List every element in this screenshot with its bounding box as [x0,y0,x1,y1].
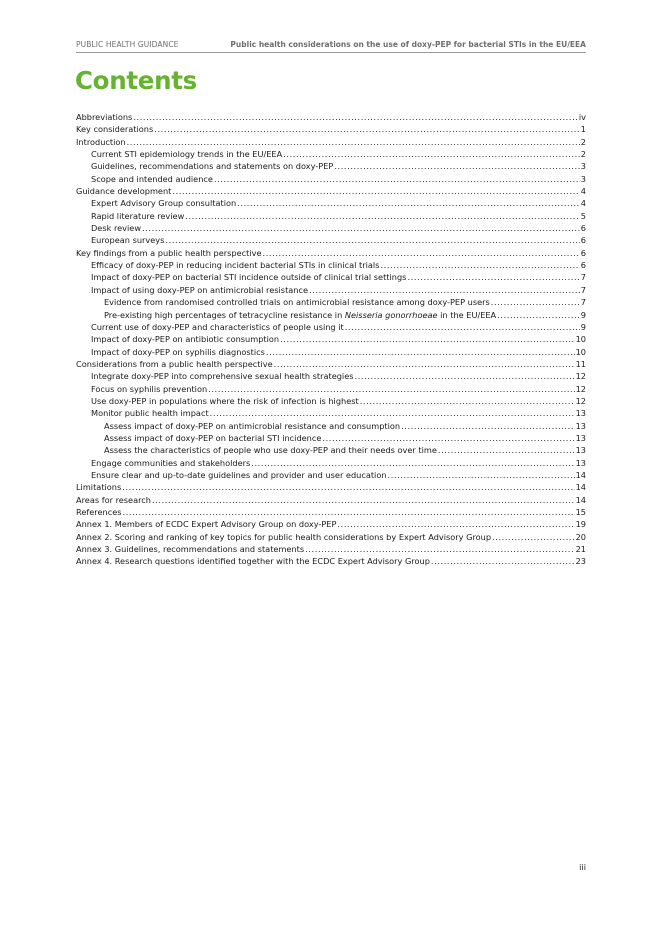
toc-entry-page: 15 [575,507,586,517]
toc-entry-page: 7 [580,297,586,308]
toc-entry-title: Introduction [76,136,126,147]
toc-entry-title: Key findings from a public health perspective [76,247,262,258]
toc-entry-title: Impact of doxy-PEP on bacterial STI incidence outside of clinical trial settings [91,272,407,283]
toc-entry-page: 23 [575,556,586,567]
toc-entry-page: 1 [580,124,586,135]
toc-entry[interactable] [76,222,586,234]
toc-entry-title: Limitations [76,482,122,493]
toc-entry[interactable] [76,358,586,370]
toc-entry[interactable] [76,494,586,506]
toc-entry[interactable] [76,395,586,407]
toc-entry-title: References [76,507,122,517]
toc-entry-page: 5 [580,210,586,221]
dot-leader [208,383,574,395]
toc-entry-title [104,309,496,321]
toc-entry-page: 13 [575,445,586,456]
dot-leader [337,518,574,530]
dot-leader [438,444,575,456]
toc-entry-page: 2 [580,149,586,160]
toc-entry-title: Annex 3. Guidelines, recommendations and statements [76,544,305,555]
dot-leader [280,333,574,345]
dot-leader [122,481,574,493]
toc-entry[interactable] [76,346,586,358]
toc-entry[interactable] [76,370,586,382]
toc-entry-title: Considerations from a public health perspective [76,358,273,369]
toc-entry-title: European surveys [91,235,165,246]
toc-entry-title: Guidance development [76,186,172,197]
toc-entry-title: Monitor public health impact [91,408,209,419]
toc-entry-page: 3 [580,173,586,184]
toc-entry-page: 12 [575,383,586,394]
toc-entry-page: 11 [575,358,586,369]
toc-entry[interactable] [76,457,586,469]
toc-entry-title: Impact of using doxy-PEP on antimicrobial resistance [91,284,309,295]
dot-leader [309,284,580,296]
toc-entry-title: Impact of doxy-PEP on syphilis diagnostics [91,346,265,357]
toc-entry-page: 3 [580,161,586,172]
toc-entry-page: 6 [580,235,586,246]
toc-entry-title: Annex 2. Scoring and ranking of key topics for public health considerations by Expert Advisory Group [76,531,492,542]
toc-entry-title-part: Pre-existing high percentages of tetracycline resistance in [104,309,345,320]
toc-entry[interactable] [76,383,586,395]
toc-entry-title: Scope and intended audience [91,173,213,184]
toc-entry-page: 13 [575,408,586,419]
dot-leader [380,259,579,271]
dot-leader [142,222,580,234]
toc-entry[interactable] [76,469,586,481]
toc-entry[interactable] [76,420,586,432]
toc-entry-page: 4 [580,186,586,197]
header-document-title: Public health considerations on the use of doxy-PEP for bacterial STIs in the EU/EEA [230,40,586,49]
dot-leader [251,457,574,469]
toc-entry-page: 10 [575,334,586,345]
toc-entry[interactable] [76,481,586,493]
toc-entry-title: Assess the characteristics of people who use doxy-PEP and their needs over time [104,445,437,456]
page-number: iii [579,862,586,872]
dot-leader [154,123,580,135]
toc-entry-page: 4 [580,198,586,209]
dot-leader [497,309,580,321]
toc-entry-page: iv [578,112,586,122]
toc-entry-title: Annex 1. Members of ECDC Expert Advisory Group on doxy-PEP [76,519,337,530]
dot-leader [334,160,579,172]
toc-entry-page: 6 [580,260,586,271]
toc-entry-title-italic: Neisseria gonorrhoeae [344,309,438,320]
toc-entry[interactable] [76,284,586,296]
toc-entry[interactable] [76,259,586,271]
toc-entry-title-part: in the EU/EEA [437,309,497,320]
toc-entry[interactable] [76,123,586,135]
toc-entry-page: 13 [575,420,586,431]
dot-leader [401,420,574,432]
toc-entry-page: 6 [580,247,586,258]
toc-entry[interactable] [76,506,586,518]
table-of-contents [76,111,586,568]
dot-leader [345,321,580,333]
toc-entry-page: 13 [575,457,586,468]
toc-entry-title: Integrate doxy-PEP into comprehensive sexual health strategies [91,371,354,382]
toc-entry[interactable] [76,173,586,185]
dot-leader [266,346,575,358]
toc-entry[interactable] [76,148,586,160]
toc-entry-title: Current STI epidemiology trends in the EU/EEA [91,149,283,160]
toc-entry-title: Engage communities and stakeholders [91,457,251,468]
toc-entry[interactable] [76,210,586,222]
toc-entry-title: Annex 4. Research questions identified together with the ECDC Expert Advisory Group [76,556,430,567]
header-section-label: PUBLIC HEALTH GUIDANCE [76,40,179,49]
toc-entry-page: 2 [580,136,586,147]
toc-entry-title: Key considerations [76,124,154,135]
toc-entry-title: Desk review [91,223,142,234]
toc-entry-title: Abbreviations [76,112,133,122]
toc-entry-page: 7 [580,284,586,295]
toc-entry[interactable] [76,432,586,444]
toc-entry[interactable] [76,136,586,148]
toc-entry[interactable] [76,518,586,530]
dot-leader [491,296,580,308]
toc-entry[interactable] [76,247,586,259]
toc-entry-title: Guidelines, recommendations and statements on doxy-PEP [91,161,334,172]
toc-entry[interactable] [76,444,586,456]
toc-entry-title: Efficacy of doxy-PEP in reducing incident bacterial STIs in clinical trials [91,260,380,271]
dot-leader [237,197,580,209]
toc-entry-page: 12 [575,395,586,406]
toc-entry-page: 12 [575,371,586,382]
dot-leader [165,234,579,246]
dot-leader [492,531,575,543]
dot-leader [214,173,580,185]
dot-leader [305,543,574,555]
toc-entry[interactable] [76,531,586,543]
dot-leader [123,506,575,518]
dot-leader [210,407,575,419]
dot-leader [431,555,575,567]
dot-leader [263,247,580,259]
toc-entry-page: 14 [575,494,586,505]
toc-entry-title: Rapid literature review [91,210,185,221]
toc-entry-page: 14 [575,482,586,493]
toc-entry-page: 9 [580,321,586,332]
toc-entry-title: Use doxy-PEP in populations where the risk of infection is highest [91,395,359,406]
toc-entry-title: Expert Advisory Group consultation [91,198,237,209]
toc-entry-page: 13 [575,432,586,443]
toc-entry[interactable] [76,197,586,209]
toc-entry-title: Assess impact of doxy-PEP on bacterial STI incidence [104,432,322,443]
toc-entry-page: 10 [575,346,586,357]
dot-leader [185,210,580,222]
dot-leader [127,136,580,148]
toc-entry[interactable] [76,333,586,345]
page-title: Contents [75,66,197,95]
toc-entry-title: Ensure clear and up-to-date guidelines and provider and user education [91,469,387,480]
toc-entry-title: Areas for research [76,494,151,505]
dot-leader [152,494,575,506]
toc-entry-title: Focus on syphilis prevention [91,383,208,394]
dot-leader [322,432,574,444]
toc-entry-page: 14 [575,469,586,480]
toc-entry-page: 6 [580,223,586,234]
toc-entry-title: Current use of doxy-PEP and characteristics of people using it [91,321,344,332]
toc-entry-page: 20 [575,531,586,542]
toc-entry-title: Impact of doxy-PEP on antibiotic consumption [91,334,280,345]
toc-entry[interactable] [76,185,586,197]
toc-entry-page: 9 [580,309,586,320]
dot-leader [172,185,579,197]
toc-entry[interactable] [76,271,586,283]
toc-entry-title: Evidence from randomised controlled trials on antimicrobial resistance among doxy-PEP users [104,297,490,308]
toc-entry[interactable] [76,309,586,321]
toc-entry[interactable] [76,111,586,123]
toc-entry[interactable] [76,296,586,308]
dot-leader [360,395,575,407]
toc-entry-page: 21 [575,544,586,555]
dot-leader [407,271,579,283]
toc-entry[interactable] [76,543,586,555]
dot-leader [355,370,575,382]
toc-entry-title: Assess impact of doxy-PEP on antimicrobial resistance and consumption [104,420,401,431]
toc-entry-page: 7 [580,272,586,283]
dot-leader [388,469,575,481]
toc-entry[interactable] [76,555,586,567]
dot-leader [274,358,575,370]
page-header [76,38,586,53]
toc-entry-page: 19 [575,519,586,530]
toc-entry[interactable] [76,321,586,333]
toc-entry[interactable] [76,160,586,172]
toc-entry[interactable] [76,234,586,246]
dot-leader [133,111,578,123]
toc-entry[interactable] [76,407,586,419]
dot-leader [283,148,580,160]
